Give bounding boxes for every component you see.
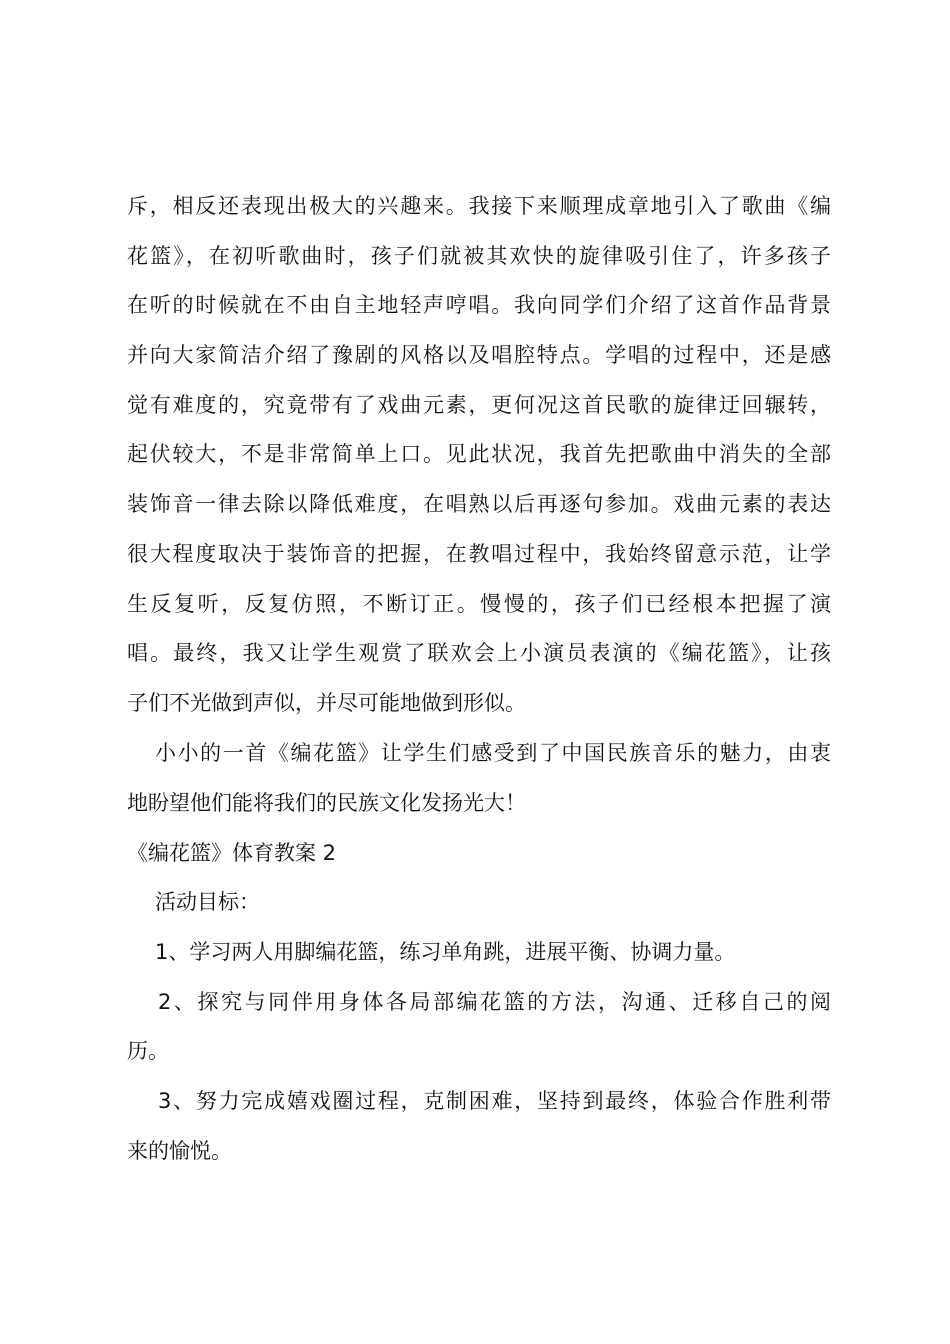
- objective-item-3: 3、努力完成嬉戏圈过程，克制困难，坚持到最终，体验合作胜利带: [158, 1089, 831, 1113]
- objective-item-3-cont: 来的愉悦。: [127, 1139, 232, 1163]
- paragraph-line: 生反复听，反复仿照，不断订正。慢慢的，孩子们已经根本把握了演: [127, 592, 831, 616]
- section-heading: 《编花篮》体育教案 2: [127, 841, 337, 865]
- paragraph-line: 唱。最终，我又让学生观赏了联欢会上小演员表演的《编花篮》，让孩: [127, 641, 831, 665]
- paragraph-line: 花篮》，在初听歌曲时，孩子们就被其欢快的旋律吸引住了，许多孩子: [127, 244, 831, 268]
- paragraph-line: 在听的时候就在不由自主地轻声哼唱。我向同学们介绍了这首作品背景: [127, 293, 831, 317]
- paragraph-line: 子们不光做到声似，并尽可能地做到形似。: [127, 691, 526, 715]
- objective-item-1: 1、学习两人用脚编花篮，练习单角跳，进展平衡、协调力量。: [155, 940, 736, 964]
- paragraph-line: 并向大家简洁介绍了豫剧的风格以及唱腔特点。学唱的过程中，还是感: [127, 343, 831, 367]
- objectives-label: 活动目标：: [155, 890, 260, 914]
- paragraph-line: 装饰音一律去除以降低难度，在唱熟以后再逐句参加。戏曲元素的表达: [127, 492, 831, 516]
- paragraph-line: 斥，相反还表现出极大的兴趣来。我接下来顺理成章地引入了歌曲《编: [127, 194, 831, 218]
- paragraph-line: 小小的一首《编花篮》让学生们感受到了中国民族音乐的魅力，由衷: [155, 741, 831, 765]
- objective-item-2-cont: 历。: [127, 1039, 169, 1063]
- paragraph-line: 觉有难度的，究竟带有了戏曲元素，更何况这首民歌的旋律迂回辗转，: [127, 393, 831, 417]
- objective-item-2: 2、探究与同伴用身体各局部编花篮的方法，沟通、迁移自己的阅: [158, 990, 831, 1014]
- paragraph-line: 起伏较大，不是非常简单上口。见此状况，我首先把歌曲中消失的全部: [127, 442, 831, 466]
- paragraph-line: 地盼望他们能将我们的民族文化发扬光大！: [127, 791, 526, 815]
- paragraph-line: 很大程度取决于装饰音的把握，在教唱过程中，我始终留意示范，让学: [127, 542, 831, 566]
